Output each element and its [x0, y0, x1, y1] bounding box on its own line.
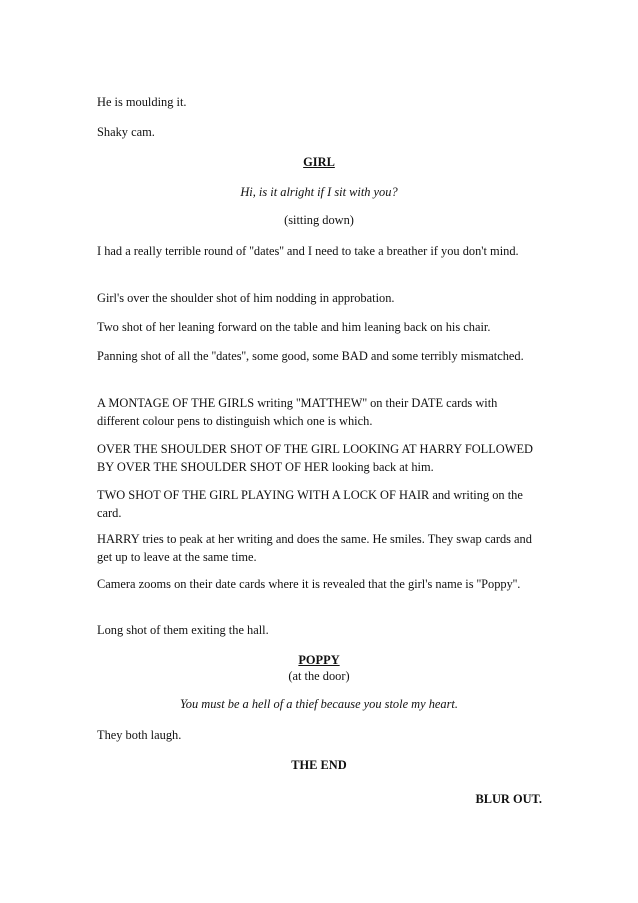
- action-paragraph: HARRY tries to peak at her writing and does the same. He smiles. They swap cards and get up to leave at the same time.: [97, 532, 532, 564]
- action-paragraph: Panning shot of all the ''dates'', some good, some BAD and some terribly mismatched.: [97, 349, 524, 363]
- action-paragraph: TWO SHOT OF THE GIRL PLAYING WITH A LOCK OF HAIR and writing on the card.: [97, 488, 523, 520]
- parenthetical: (at the door): [288, 669, 350, 683]
- action-paragraph: They both laugh.: [97, 728, 182, 742]
- character-name: GIRL: [303, 155, 335, 169]
- action-paragraph: Camera zooms on their date cards where it is revealed that the girl's name is ''Poppy''.: [97, 577, 521, 591]
- the-end-heading: THE END: [291, 758, 347, 772]
- action-line: He is moulding it.: [97, 95, 187, 109]
- action-paragraph: OVER THE SHOULDER SHOT OF THE GIRL LOOKING AT HARRY FOLLOWED BY OVER THE SHOULDER SHOT OF HER looking back at him.: [97, 442, 533, 474]
- action-paragraph: Girl's over the shoulder shot of him nodding in approbation.: [97, 291, 395, 305]
- transition-line: BLUR OUT.: [475, 792, 542, 806]
- action-paragraph: A MONTAGE OF THE GIRLS writing ''MATTHEW'' on their DATE cards with different colour pens to distinguish which one is which.: [97, 396, 498, 428]
- parenthetical: (sitting down): [284, 213, 354, 227]
- character-name: POPPY: [298, 653, 340, 667]
- action-paragraph: I had a really terrible round of ''dates'' and I need to take a breather if you don't mind.: [97, 244, 519, 258]
- action-paragraph: Long shot of them exiting the hall.: [97, 623, 269, 637]
- dialogue-line: You must be a hell of a thief because you stole my heart.: [180, 697, 458, 711]
- dialogue-line: Hi, is it alright if I sit with you?: [240, 185, 398, 199]
- action-line: Shaky cam.: [97, 125, 155, 139]
- action-paragraph: Two shot of her leaning forward on the table and him leaning back on his chair.: [97, 320, 491, 334]
